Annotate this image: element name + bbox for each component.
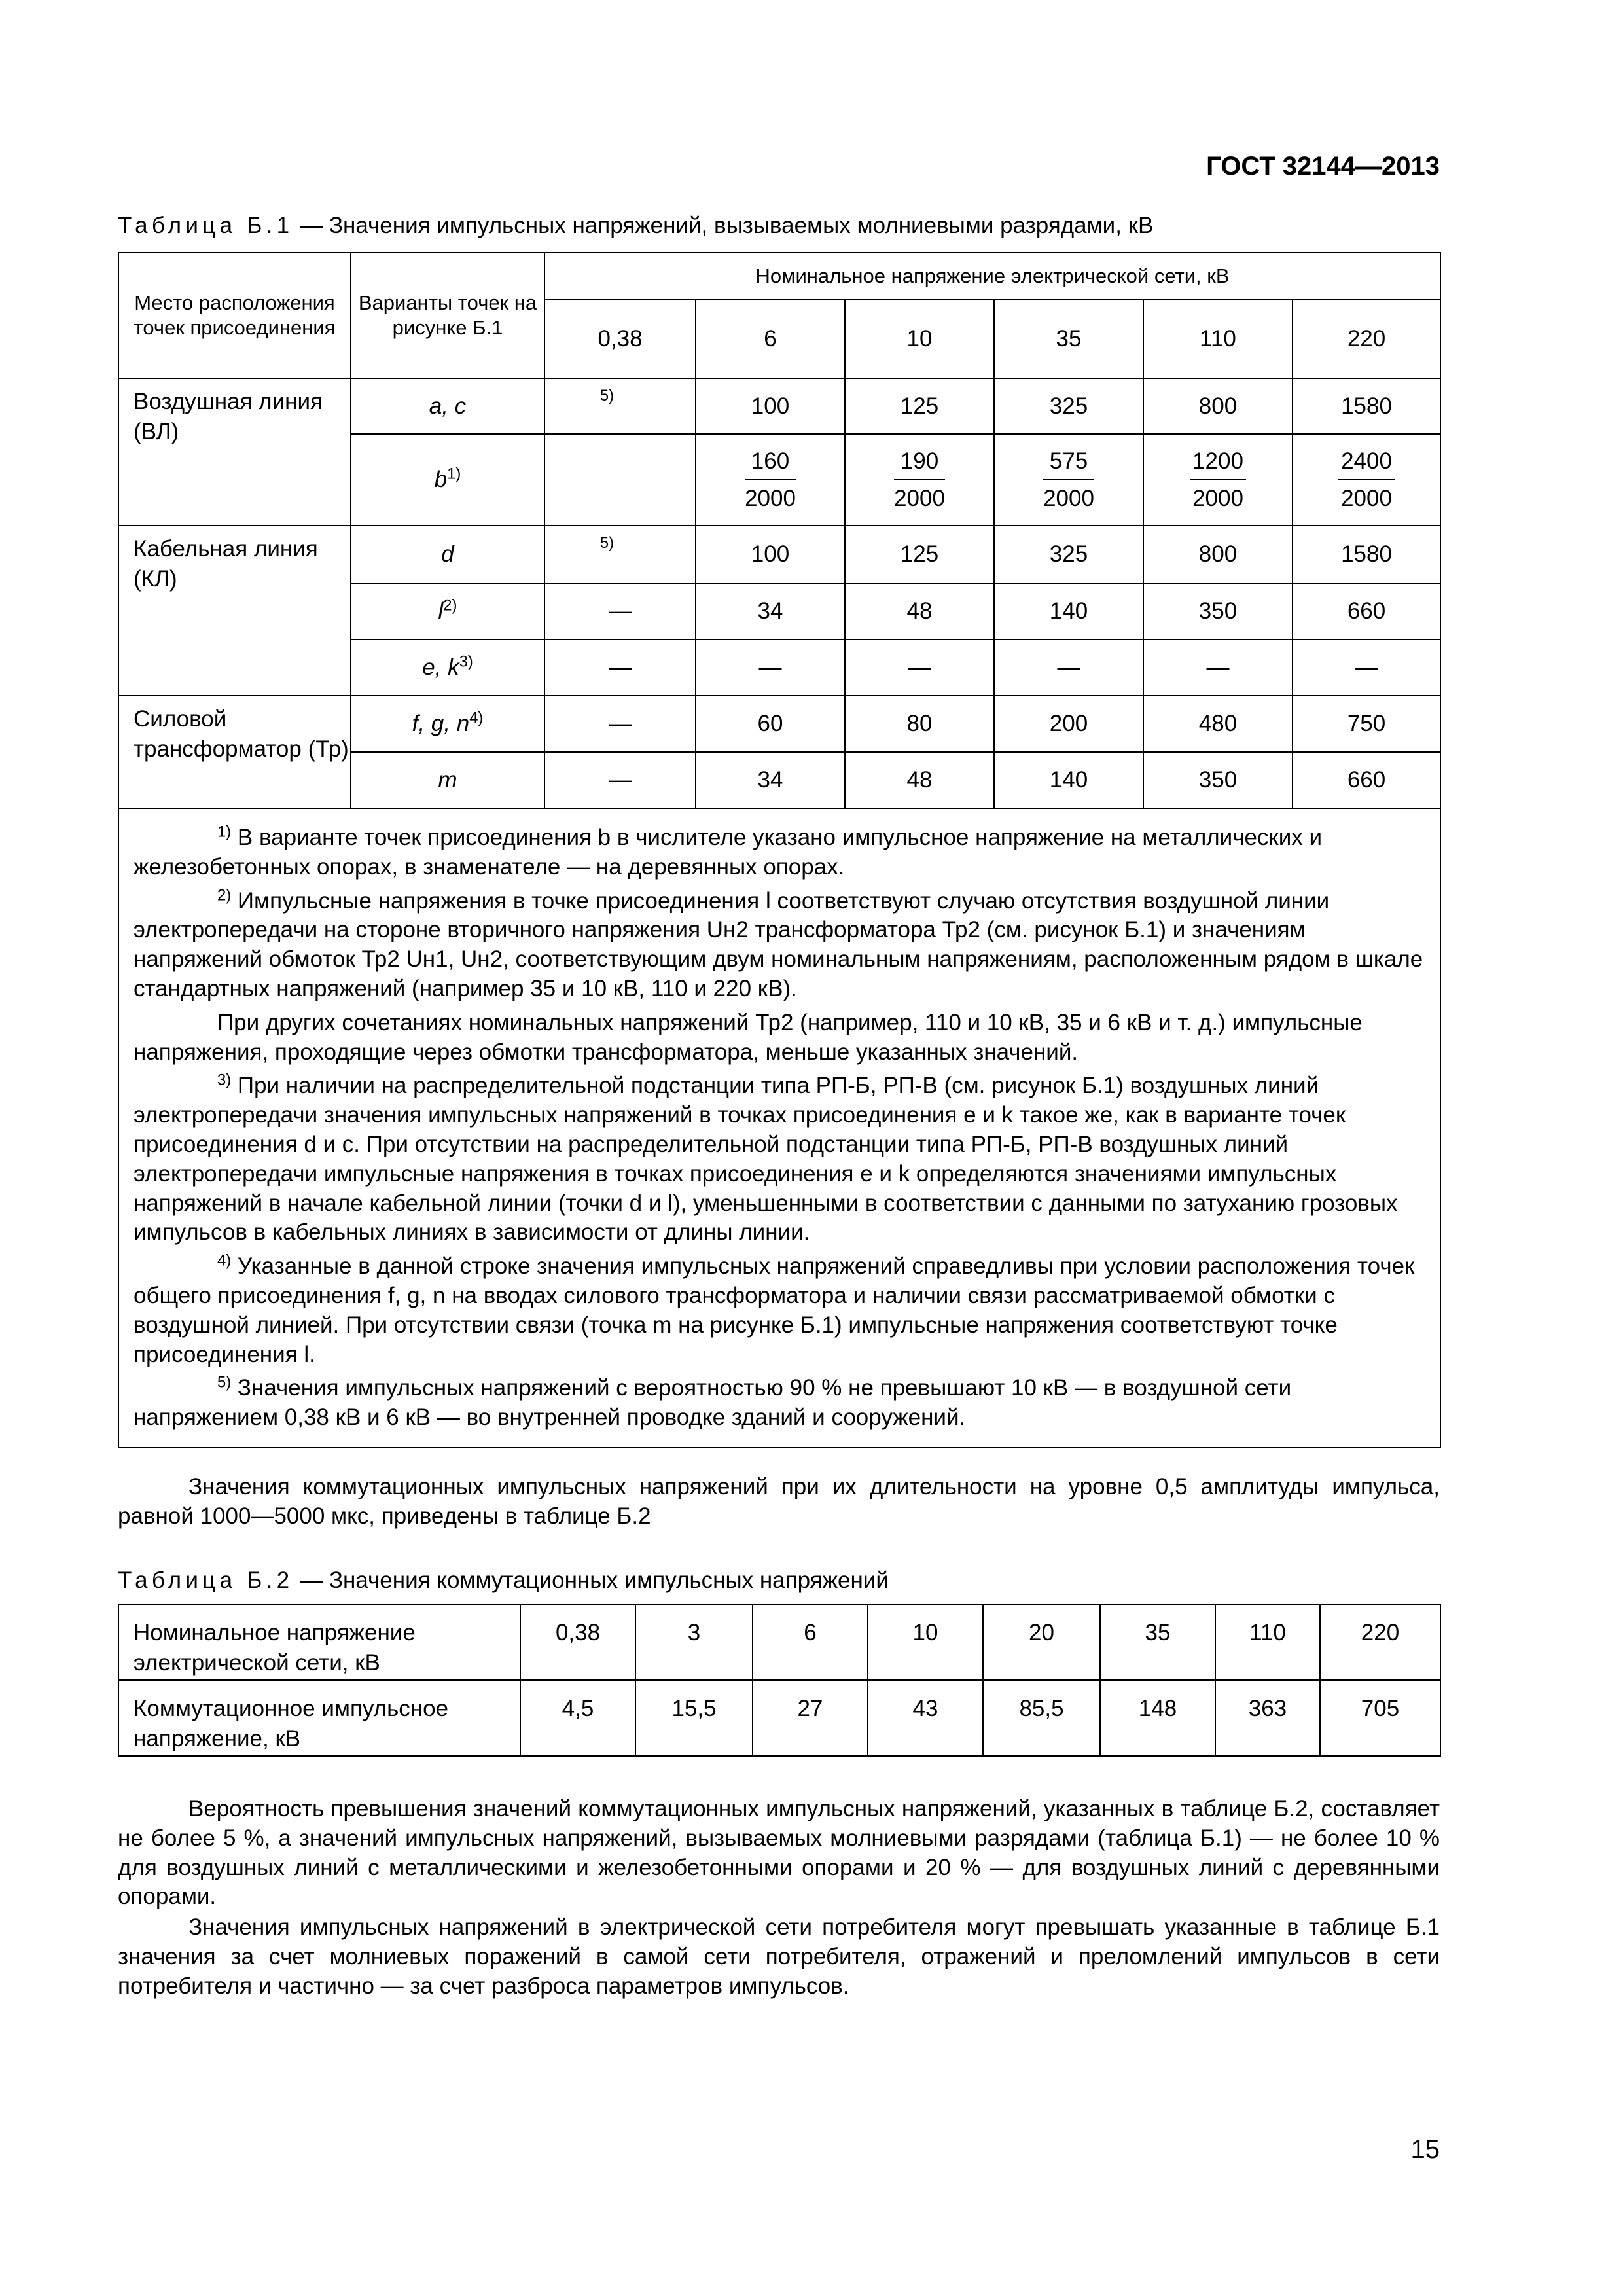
table-cell: 800 [1143, 526, 1293, 583]
paragraph-probability: Вероятность превышения значений коммутационных импульсных напряжений, указанных в таблице Б.2, составляет не более 5 %, а значений импульсных напряжений, вызываемых молниевыми разрядами (таблица Б.1) — не более 10 % для воздушных линий с металлическими и железобетонными опорами и 20 % — для воздушных линий с деревянными опорами. Значения импульсных напряжений в электрической сети потребителя могут превышать указанные в таблице Б.1 значения за счет молниевых поражений в самой сети потребителя, отражений и преломлений импульсов в сети потребителя и частично — за счет разброса параметров импульсов. [118, 1796, 1440, 1999]
group-cable-line: Кабельная линия (КЛ) [118, 526, 351, 696]
table-cell: 35 [1100, 1604, 1215, 1680]
table-cell: 34 [696, 583, 845, 639]
table-cell: 125 [845, 526, 994, 583]
voltage-header-cell: 35 [994, 300, 1143, 378]
table-cell: 3 [635, 1604, 753, 1680]
table-cell: 1580 [1293, 526, 1440, 583]
table-cell: 100 [696, 378, 845, 434]
table-cell: — [696, 639, 845, 696]
document-id: ГОСТ 32144—2013 [1206, 152, 1440, 181]
variant-d: d [351, 526, 544, 583]
header-variants: Варианты точек на рисунке Б.1 [351, 253, 544, 378]
voltage-header-cell: 0,38 [544, 300, 696, 378]
footnote-4: $^{4)}$ Указанные в данной строке значения импульсных напряжений справедливы при условии расположения точек общего присоединения f, g, n на вводах силового трансформатора и наличии связи рассматриваемой обмотки с воздушной линией. При отсутствии связи (точка m на рисунке Б.1) импульсные напряжения соответствуют точке присоединения l. [134, 1251, 1415, 1367]
voltage-header-cell: 220 [1293, 300, 1440, 378]
table2-caption-prefix: Таблица Б.2 [118, 1568, 294, 1593]
footnote-marker: 2) [443, 596, 457, 615]
table-cell: 34 [696, 752, 845, 808]
header-place: Место расположения точек присоединения [118, 253, 351, 378]
group-overhead-line: Воздушная линия (ВЛ) [118, 378, 351, 526]
table-cell: 705 [1320, 1680, 1440, 1756]
table-cell: — [845, 639, 994, 696]
table-cell: 4,5 [520, 1680, 635, 1756]
table1-footnotes [118, 808, 1440, 1448]
table-cell: 15,5 [635, 1680, 753, 1756]
variant-ac: a, c [351, 378, 544, 434]
footnote5-marker-cell [544, 526, 696, 583]
footnote-marker: 1) [447, 465, 461, 483]
table2-caption [118, 1566, 889, 1596]
table-cell: 6 [753, 1604, 868, 1680]
table-cell: 48 [845, 583, 994, 639]
table-cell: 350 [1143, 752, 1293, 808]
table-cell: — [544, 696, 696, 752]
paragraph-switching-intro: Значения коммутационных импульсных напряжений при их длительности на уровне 0,5 амплитуды импульса, равной 1000—5000 мкс, приведены в таблице Б.2 [118, 1474, 1440, 1529]
table1-caption-text: — Значения импульсных напряжений, вызываемых молниевыми разрядами, кВ [293, 213, 1154, 238]
footnote-marker: 5) [599, 534, 615, 552]
footnote-marker: 5) [599, 387, 615, 405]
table-cell: 363 [1215, 1680, 1320, 1756]
variant-m: m [351, 752, 544, 808]
voltage-header-cell: 10 [845, 300, 994, 378]
footnote-2: $^{2)}$ Импульсные напряжения в точке присоединения l соответствуют случаю отсутствия воздушной линии электропередачи на стороне вторичного напряжения Uн2 трансформатора Тр2 (см. рисунок Б.1) и значениям напряжений обмоток Тр2 Uн1, Uн2, соответствующим двум номинальным напряжениям, расположенным рядом в шкале стандартных напряжений (например 35 и 10 кВ, 110 и 220 кВ). [134, 886, 1423, 1001]
fraction-cell: $\frac{160}{2000}$ [696, 434, 845, 526]
table-cell: 27 [753, 1680, 868, 1756]
table-cell: 20 [983, 1604, 1100, 1680]
table-b1 [118, 252, 1441, 1448]
table-cell: 0,38 [520, 1604, 635, 1680]
table-cell: — [544, 752, 696, 808]
table-cell: 110 [1215, 1604, 1320, 1680]
table-cell: 325 [994, 526, 1143, 583]
variant-l: $l^{2)}$ [351, 583, 544, 639]
table-cell: 100 [696, 526, 845, 583]
table1-caption-prefix: Таблица Б.1 [118, 213, 294, 238]
header-nominal-voltage: Номинальное напряжение электрической сети, кВ [544, 253, 1440, 300]
table-cell: 148 [1100, 1680, 1215, 1756]
footnote-5: $^{5)}$ Значения импульсных напряжений с вероятностью 90 % не превышают 10 кВ — в воздушной сети напряжением 0,38 кВ и 6 кВ — во внутренней проводке зданий и сооружений. [134, 1373, 1292, 1431]
table-cell: 750 [1293, 696, 1440, 752]
fraction-cell: $\frac{1200}{2000}$ [1143, 434, 1293, 526]
table-cell: 1580 [1293, 378, 1440, 434]
footnote-1: $^{1)}$ В варианте точек присоединения b в числителе указано импульсное напряжение на металлических и железобетонных опорах, в знаменателе — на деревянных опорах. [134, 823, 1323, 880]
row-label-switching-voltage: Коммутационное импульсное напряжение, кВ [118, 1680, 520, 1756]
table-cell: 140 [994, 583, 1143, 639]
variant-fgn: f, g, $n^{4)}$ [351, 696, 544, 752]
fraction-cell: $\frac{190}{2000}$ [845, 434, 994, 526]
table-cell: 60 [696, 696, 845, 752]
variant-b: $b^{1)}$ [351, 434, 544, 526]
table-cell: 350 [1143, 583, 1293, 639]
table-cell: 660 [1293, 752, 1440, 808]
footnote5-marker-cell [544, 378, 696, 434]
voltage-header-cell: 110 [1143, 300, 1293, 378]
footnote-2-continued: При других сочетаниях номинальных напряжений Тр2 (например, 110 и 10 кВ, 35 и 6 кВ и т. д.) импульсные напряжения, проходящие через обмотки трансформатора, меньше указанных значений. [134, 1009, 1363, 1065]
footnote-marker: 3) [459, 653, 473, 671]
table-cell: 800 [1143, 378, 1293, 434]
page-number: 15 [1410, 2135, 1440, 2164]
footnote-3: $^{3)}$ При наличии на распределительной подстанции типа РП-Б, РП-В (см. рисунок Б.1) воздушных линий электропередачи значения импульсных напряжений в точках присоединения e и k такое же, как в варианте точек присоединения d и c. При отсутствии на распределительной подстанции типа РП-Б, РП-В воздушных линий электропередачи импульсные напряжения в точках присоединения e и k определяются значениями импульсных напряжений в начале кабельной линии (точки d и l), уменьшенными в соответствии с данными по затуханию грозовых импульсов в кабельных линиях в зависимости от длины линии. [134, 1071, 1398, 1246]
variant-ek: e, $k^{3)}$ [351, 639, 544, 696]
table-cell: 220 [1320, 1604, 1440, 1680]
table-cell: 10 [868, 1604, 983, 1680]
table-cell: 480 [1143, 696, 1293, 752]
table-cell: 48 [845, 752, 994, 808]
voltage-header-cell: 6 [696, 300, 845, 378]
fraction-cell: $\frac{575}{2000}$ [994, 434, 1143, 526]
table-cell: — [544, 583, 696, 639]
fraction-cell: $\frac{2400}{2000}$ [1293, 434, 1440, 526]
table2-caption-text: — Значения коммутационных импульсных напряжений [293, 1568, 889, 1593]
table-cell: — [994, 639, 1143, 696]
group-power-transformer: Силовой трансформатор (Тр) [118, 696, 351, 808]
table-cell: 660 [1293, 583, 1440, 639]
row-label-nominal-voltage: Номинальное напряжение электрической сети, кВ [118, 1604, 520, 1680]
empty-cell [544, 434, 696, 526]
table-cell: 200 [994, 696, 1143, 752]
table1-caption [118, 211, 1153, 241]
table-cell: 80 [845, 696, 994, 752]
table-cell: — [544, 639, 696, 696]
footnote-marker: 4) [469, 709, 484, 727]
table-cell: 43 [868, 1680, 983, 1756]
table-cell: — [1143, 639, 1293, 696]
table-cell: 85,5 [983, 1680, 1100, 1756]
table-cell: 125 [845, 378, 994, 434]
table-cell: — [1293, 639, 1440, 696]
table-cell: 140 [994, 752, 1143, 808]
table-b2 [118, 1604, 1441, 1757]
table-cell: 325 [994, 378, 1143, 434]
